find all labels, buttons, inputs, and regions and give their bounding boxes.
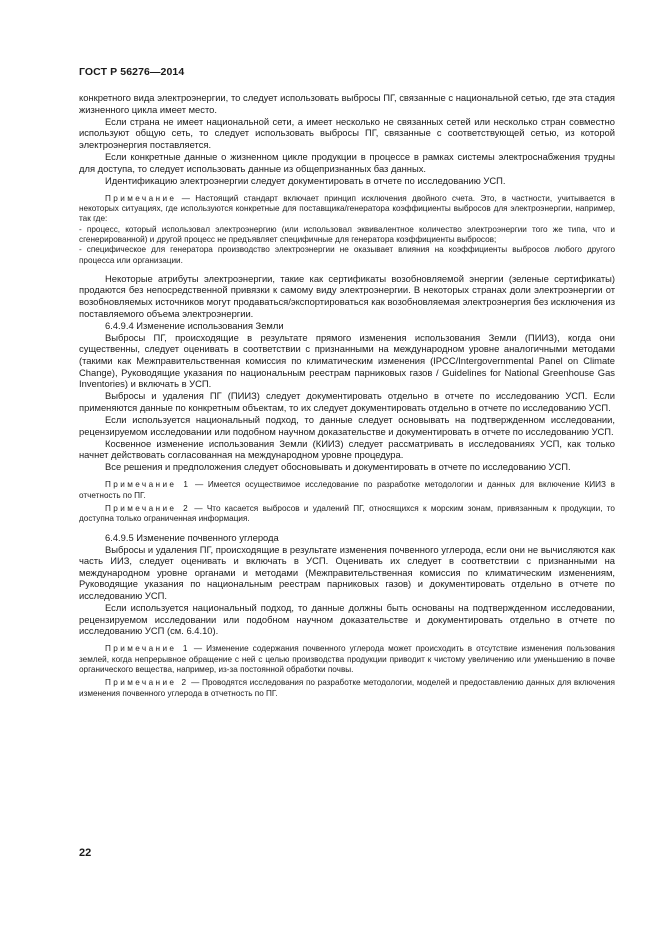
note-label: Примечание <box>105 193 177 203</box>
page-number: 22 <box>79 847 92 859</box>
note-text: — Настоящий стандарт включает принцип исключения двойного счета. Это, в частности, учитывается в некоторых ситуациях, где используются конкретные для поставщика/генератора коэффициенты выбросов для электроэнергии, например, так где: <box>79 193 615 224</box>
note-paragraph <box>79 480 615 501</box>
note-text: — Имеется осуществимое исследование по разработке методологии и данных для включение КИИЗ в отчетность по ПГ. <box>79 480 615 500</box>
note-paragraph <box>79 194 615 225</box>
note-text: — Изменение содержания почвенного углерода может происходить в отсутствие изменения пользования землей, когда непрерывное обращение с ней с целью производства продукции приводит к чистому увеличению или уменьшению в почве органического вещества, например, из-за постоянной обработки почвы. <box>79 644 615 675</box>
body-paragraph: Если используется национальный подход, то данные следует основывать на подтвержденном исследовании, рецензируемом исследовании или подобном научном доказательстве и документировать в отчете по исследованию УСП. <box>79 413 615 437</box>
body-paragraph: конкретного вида электроэнергии, то следует использовать выбросы ПГ, связанные с национальной сетью, где эта стадия жизненного цикла имеет место. <box>79 92 615 115</box>
note-paragraph <box>79 644 615 675</box>
body-paragraph: Если конкретные данные о жизненном цикле продукции в процессе в рамках системы электроснабжения трудны для доступа, то следует использовать данные из общепризнанных баз данных. <box>79 150 615 174</box>
spacer <box>79 473 615 480</box>
spacer <box>79 525 615 532</box>
note-label: Примечание 2 <box>105 504 191 514</box>
note-label: Примечание 1 <box>105 480 191 490</box>
document-body <box>79 92 615 699</box>
section-heading: 6.4.9.5 Изменение почвенного углерода <box>105 531 279 543</box>
spacer <box>79 637 615 644</box>
body-paragraph: Выбросы и удаления ПГ (ПИИЗ) следует документировать отдельно в отчете по исследованию УСП. Если применяются данные по конкретным объектам, то их следует документировать отдельно в отчете по исследованию УСП. <box>79 390 615 413</box>
note-paragraph <box>79 678 615 699</box>
note-paragraph <box>79 504 615 525</box>
body-paragraph: Если страна не имеет национальной сети, а имеет несколько не связанных сетей или несколько стран совместно используют общую сеть, то следует использовать выбросы ПГ, связанные с соответствующей сетью, из которой электроэнергия поставляется. <box>79 115 615 150</box>
body-paragraph: Некоторые атрибуты электроэнергии, такие как сертификаты возобновляемой энергии (зеленые сертификаты) продаются без непосредственной привязки к самому виду электроэнергии. В некоторых странах доли электроэнергии от возобновляемых источников могут продаваться/экспортироваться как возобновляемая электроэнергия без исключения из поставляемого объема электроэнергии. <box>79 272 615 319</box>
body-paragraph: Если используется национальный подход, то данные должны быть основаны на подтвержденном исследовании, рецензируемом исследовании или подобном научном доказательстве и документировать отдельно в отчете по исследованию УСП (см. 6.4.10). <box>79 602 615 637</box>
spacer <box>79 187 615 194</box>
document-header: ГОСТ Р 56276—2014 <box>79 66 185 78</box>
note-label: Примечание 1 <box>105 644 190 654</box>
body-paragraph: Выбросы и удаления ПГ, происходящие в результате изменения почвенного углерода, если они не вычисляются как часть ИИЗ, следует оценивать и включать в УСП. Оценивать их следует в соответствии с признанными на международном уровне органами и методами (Межправительственная комиссия по климатическим изменениям, Руководящие указания по национальным реестрам парниковых газов) и документировать отдельно в отчете по исследованию УСП. <box>79 543 615 602</box>
note-paragraph: - процесс, который использовал электроэнергию (или использовал эквивалентное количество электроэнергии того же типа, что и сгенерированной) и другой процесс не предъявляет специфичные для генератора коэффициенты выбросов; <box>79 224 615 244</box>
note-text: — Проводятся исследования по разработке методологии, моделей и предоставлению данных для включения изменения почвенного углерода в отчетность по ПГ. <box>79 678 615 698</box>
body-paragraph: Все решения и предположения следует обосновывать и документировать в отчете по исследованию УСП. <box>105 461 571 473</box>
body-paragraph: Идентификацию электроэнергии следует документировать в отчете по исследованию УСП. <box>105 174 506 186</box>
body-paragraph: Косвенное изменение использования Земли (КИИЗ) следует рассматривать в исследованиях УСП, как только начнет действовать согласованная на международном уровне процедура. <box>79 437 615 461</box>
section-heading: 6.4.9.4 Изменение использования Земли <box>105 319 284 331</box>
spacer <box>79 266 615 273</box>
note-label: Примечание 2 <box>105 678 189 688</box>
body-paragraph: Выбросы ПГ, происходящие в результате прямого изменения использования Земли (ПИИЗ), когда они существенны, следует оценивать в соответствии с признанными на международном уровне аналогичными методами (такими как Межправительственная комиссия по климатическим изменения (IPCC/Intergovernmental Panel on Climate Change), Руководящие указания по национальным реестрам парниковых газов / Guidelines for National Greenhouse Gas Inventories) и включать в УСП. <box>79 331 615 390</box>
note-paragraph: - специфическое для генератора производство электроэнергии не оказывает влияния на коэффициенты выбросов любого другого процесса или организации. <box>79 245 615 265</box>
note-text: — Что касается выбросов и удалений ПГ, относящихся к морским зонам, привязанным к продукции, то доступна только ограниченная информация. <box>79 504 615 524</box>
